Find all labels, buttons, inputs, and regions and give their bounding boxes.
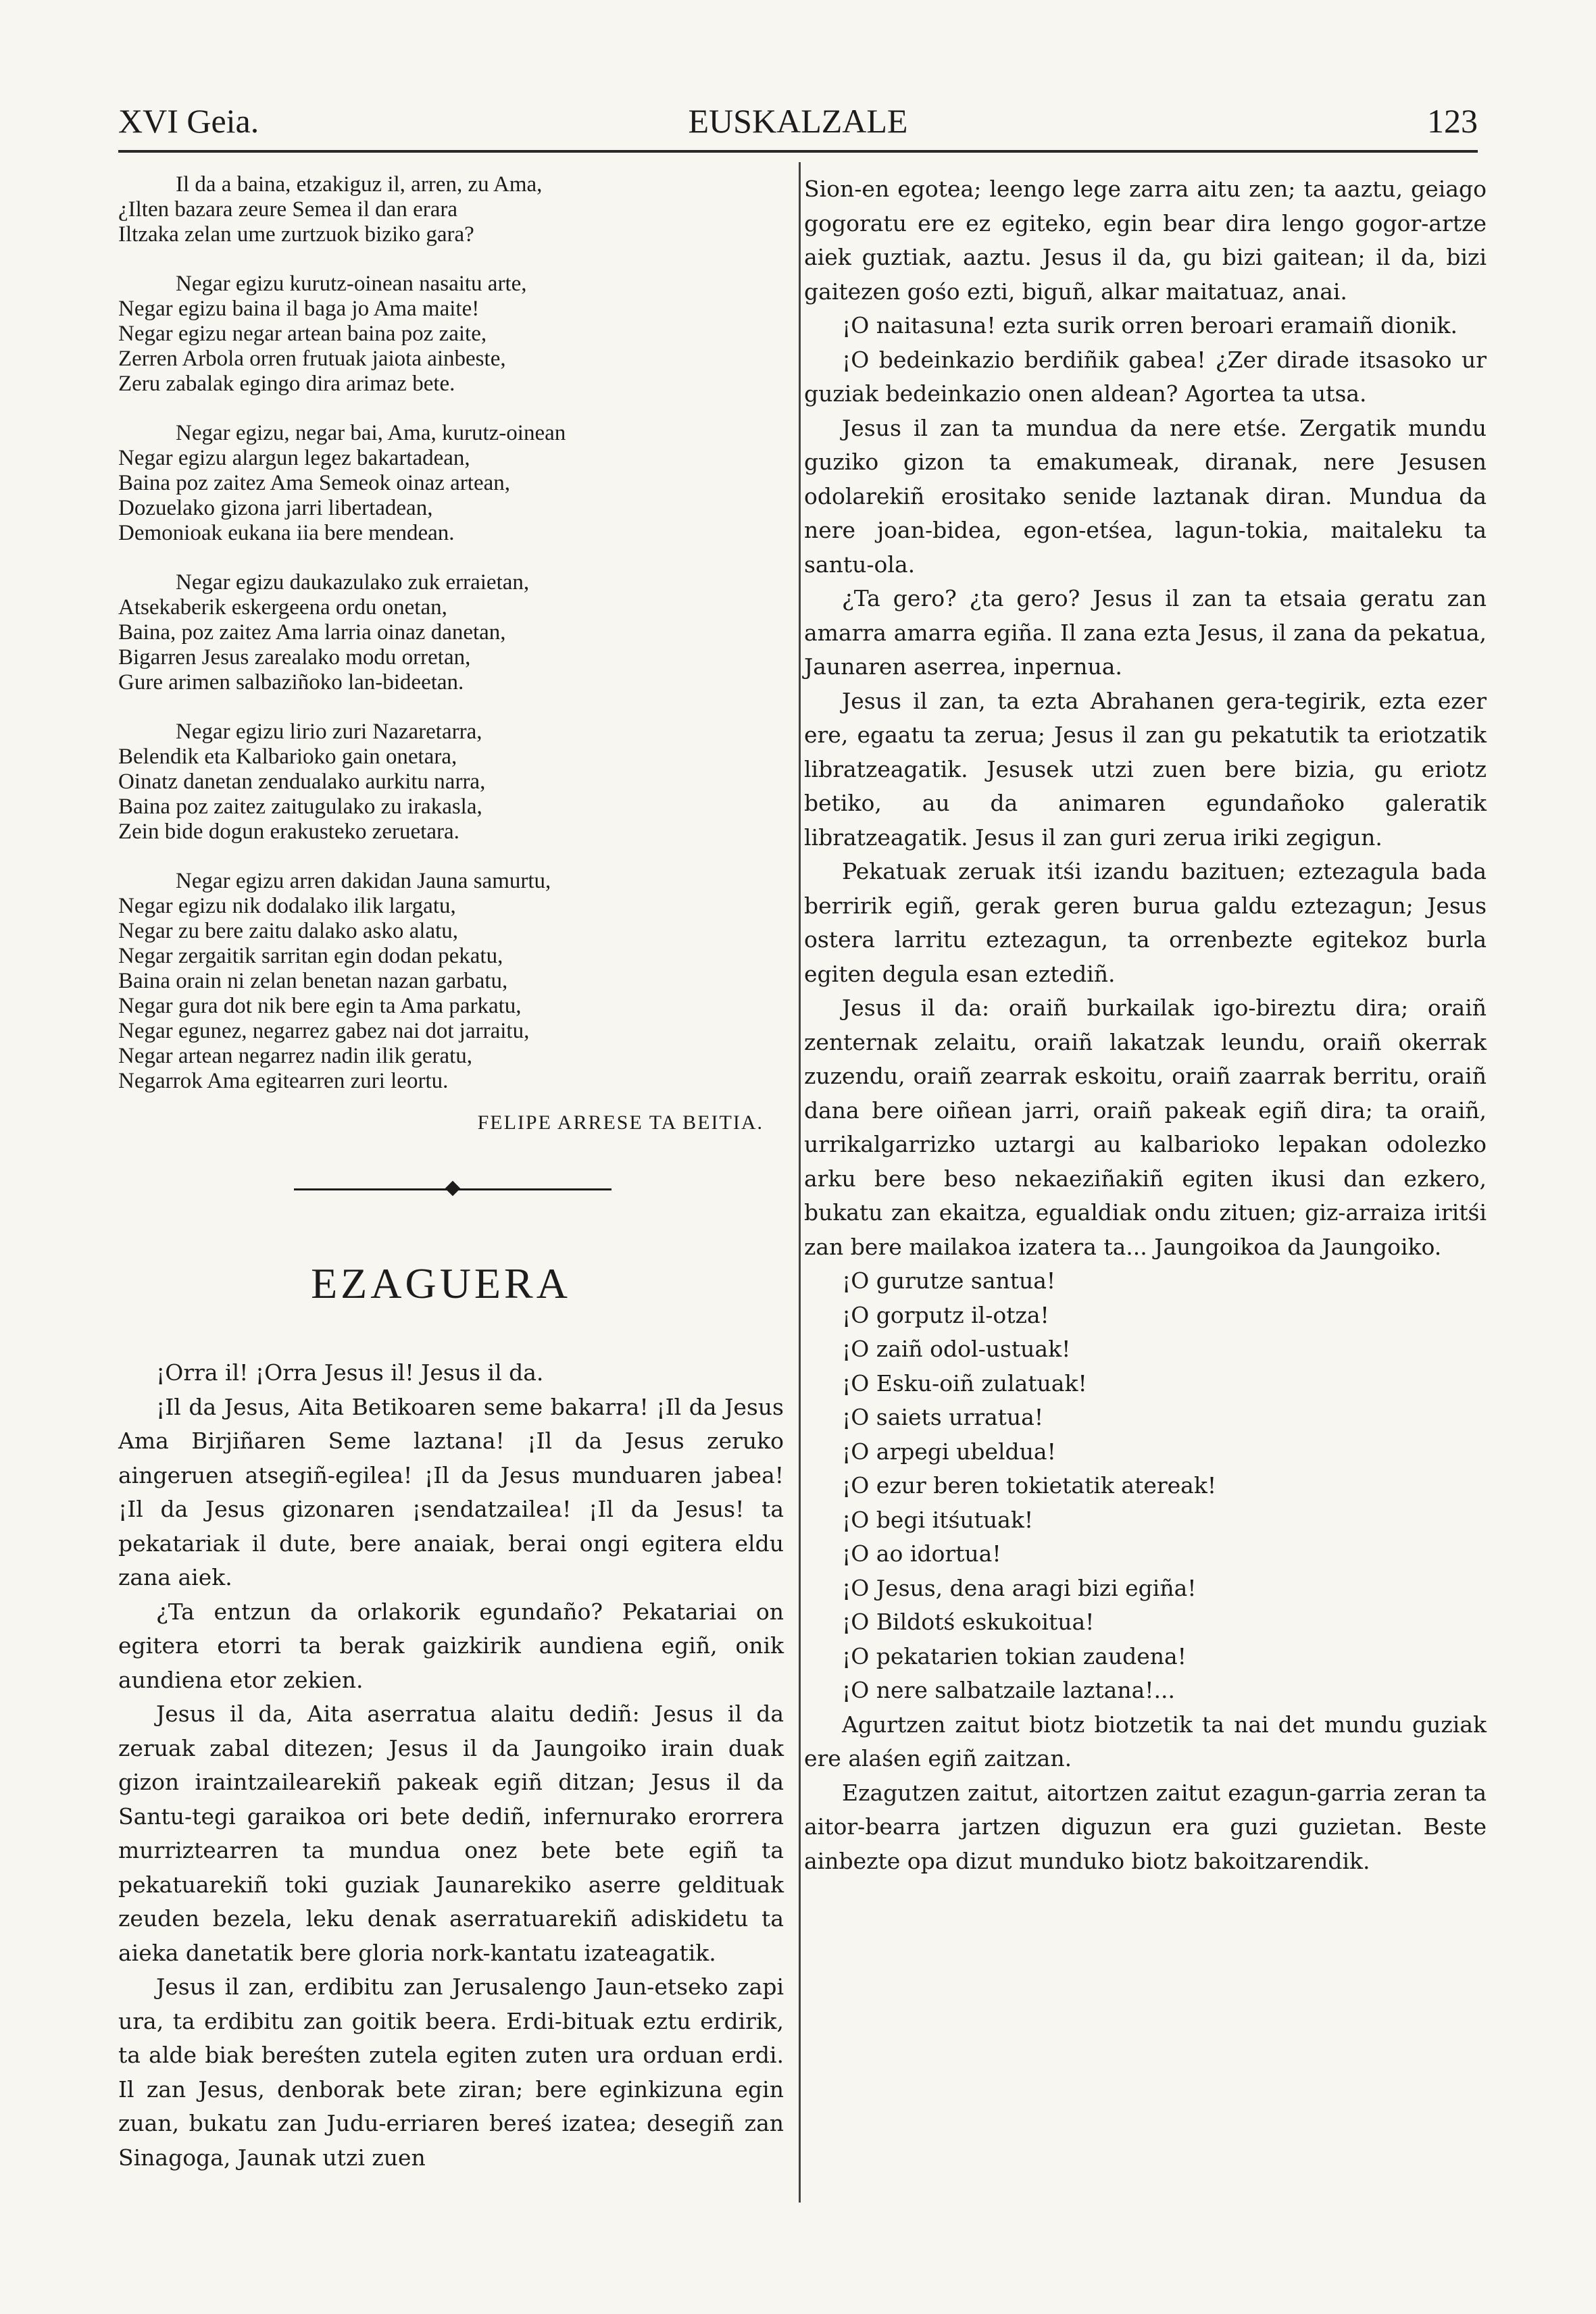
article-title: EZAGUERA (311, 1259, 571, 1307)
poem-line: Negar egizu nik dodalako ilik largatu, (118, 894, 456, 918)
poem-line: Baina, poz zaitez Ama larria oinaz danetan, (118, 620, 506, 645)
exclamation-line: ¡O Bildotś eskukoitua! (842, 1609, 1095, 1635)
header-rule (118, 150, 1478, 153)
exclamation-line: ¡O zaiñ odol-ustuak! (842, 1336, 1071, 1362)
poem-stanza (118, 869, 784, 1094)
poem-stanza (118, 570, 784, 695)
exclamation-line: ¡O ao idortua! (842, 1540, 1001, 1567)
paragraph: Ezagutzen zaitut, aitortzen zaitut ezagun-garria zeran ta aitor-bearra jartzen diguzun era guzi guzietan. Beste ainbezte opa dizut munduko biotz bakoitzarendik. (804, 1779, 1487, 1874)
poem-stanza (118, 421, 784, 546)
right-column (804, 172, 1487, 1878)
poem-line: Oinatz danetan zendualako aurkitu narra, (118, 770, 486, 794)
paragraph: Jesus il da, Aita aserratua alaitu dediñ: Jesus il da zeruak zabal ditezen; Jesus il da Jaungoiko irain duak gizon iraintzailearekiñ pakeak egiñ ditzan; Jesus il da Santu-tegi garaikoa ori bete dediñ, infernurako erorrera murriztearren ta mundua onez bete bete egiñ ta pekatuarekiñ toki guziak Jaunarekiko aserre geldituak zeuden bezela, leku denak aserratuarekiñ adiskidetu ta aieka danetatik bere gloria nork-kantatu izateagatik. (118, 1701, 784, 1966)
poem-line: Belendik eta Kalbarioko gain onetara, (118, 745, 457, 769)
paragraph: ¡Il da Jesus, Aita Betikoaren seme bakarra! ¡Il da Jesus Ama Birjiñaren Seme laztana! ¡Il da Jesus zeruko aingeruen atsegiñ-egilea! ¡Il da Jesus munduaren jabea! ¡Il da Jesus gizonaren ¡sendatzailea! ¡Il da Jesus! ta pekatariak il dute, bere anaiak, berai ongi egitera eldu zana aiek. (118, 1393, 784, 1590)
paragraph: Agurtzen zaitut biotz biotzetik ta nai det mundu guziak ere alaśen egiñ zaitzan. (804, 1711, 1487, 1771)
poem-line: Negar egizu lirio zuri Nazaretarra, (176, 720, 482, 744)
paragraph: Pekatuak zeruak itśi izandu bazituen; eztezagula bada berririk egiñ, gerak geren burua galdu eztezagun; Jesus ostera larritu eztezagun, ta orrenbezte egitekoz burla egiten degula esan eztediñ. (804, 858, 1487, 987)
poem-line: Gure arimen salbaziñoko lan-bideetan. (118, 670, 464, 695)
section-separator (118, 1169, 784, 1210)
poem-line: Negar egizu daukazulako zuk erraietan, (176, 570, 530, 595)
poem-line: Negar zergaitik sarritan egin dodan pekatu, (118, 944, 503, 968)
poem (118, 172, 784, 1094)
running-header (118, 101, 1478, 149)
exclamation-line: ¡O pekatarien tokian zaudena! (842, 1642, 1187, 1669)
article-closing (804, 1708, 1487, 1879)
exclamation-line: ¡O saiets urratua! (842, 1404, 1044, 1430)
poem-line: Zerren Arbola orren frutuak jaiota ainbeste, (118, 347, 506, 371)
poem-line: Negar zu bere zaitu dalako asko alatu, (118, 919, 459, 943)
poem-line: Negar egizu alargun legez bakartadean, (118, 446, 470, 470)
poem-line: Il da a baina, etzakiguz il, arren, zu Ama, (176, 172, 543, 197)
poem-signature: FELIPE ARRESE TA BEITIA. (477, 1111, 764, 1134)
poem-line: Baina poz zaitez zaitugulako zu irakasla, (118, 795, 482, 819)
article-body-left (118, 1356, 784, 2175)
poem-line: Baina orain ni zelan benetan nazan garbatu, (118, 969, 508, 993)
poem-line: Zein bide dogun erakusteko zeruetara. (118, 820, 459, 844)
poem-line: Negar egizu negar artean baina poz zaite, (118, 322, 487, 346)
paragraph: Jesus il da: oraiñ burkailak igo-bireztu dira; oraiñ zenternak zelaitu, oraiñ lakatzak leundu, oraiñ okerrak zuzendu, oraiñ zearrak eskoitu, oraiñ zaarrak berritu, oraiñ dana bere oiñean jarri, oraiñ pakeak egiñ dira; ta oraiñ, urrikalgarrizko uztargi au kalbarioko lepakan odolezko arku bere beso nekaeziñakiñ egiten ikusi dan ezkero, bukatu zan ekaitza, egualdiak ondu zituen; giz-arraiza iritśi zan bere mailakoa izatera ta... Jaungoikoa da Jaungoiko. (804, 995, 1487, 1260)
journal-title: EUSKALZALE (688, 102, 908, 140)
exclamation-line: ¡O gurutze santua! (842, 1267, 1056, 1294)
poem-line: Negar egunez, negarrez gabez nai dot jarraitu, (118, 1019, 530, 1043)
exclamation-line: ¡O Esku-oiñ zulatuak! (842, 1369, 1087, 1397)
exclamation-list (804, 1264, 1487, 1708)
left-column (118, 172, 784, 2175)
poem-line: Negar egizu, negar bai, Ama, kurutz-oinean (176, 421, 566, 445)
article-body-right (804, 172, 1487, 1264)
poem-line: Negarrok Ama egitearren zuri leortu. (118, 1069, 449, 1093)
poem-line: Dozuelako gizona jarri libertadean, (118, 496, 433, 520)
exclamation-line: ¡O arpegi ubeldua! (842, 1438, 1056, 1465)
column-divider (799, 162, 801, 2203)
page-number: 123 (1427, 102, 1478, 140)
poem-line: Bigarren Jesus zarealako modu orretan, (118, 645, 471, 670)
exclamation-line: ¡O gorputz il-otza! (842, 1301, 1049, 1328)
poem-line: Negar artean negarrez nadin ilik geratu, (118, 1044, 473, 1068)
exclamation-line: ¡O ezur beren tokietatik atereak! (842, 1472, 1217, 1499)
paragraph: ¿Ta gero? ¿ta gero? Jesus il zan ta etsaia geratu zan amarra amarra egiña. Il zana ezta Jesus, il zana da pekatua, Jaunaren aserrea, inpernua. (804, 585, 1487, 680)
poem-line: Demonioak eukana iia bere mendean. (118, 521, 455, 545)
exclamation-line: ¡O begi itśutuak! (842, 1506, 1034, 1533)
poem-line: Baina poz zaitez Ama Semeok oinaz artean, (118, 471, 510, 495)
poem-line: ¿Ilten bazara zeure Semea il dan erara (118, 197, 457, 222)
paragraph: ¡O bedeinkazio berdiñik gabea! ¿Zer dirade itsasoko ur guziak bedeinkazio onen aldean? Agortea ta utsa. (804, 346, 1487, 407)
poem-line: Iltzaka zelan ume zurtzuok biziko gara? (118, 222, 474, 247)
separator-ornament (445, 1181, 461, 1197)
poem-line: Negar egizu arren dakidan Jauna samurtu, (176, 869, 551, 893)
paragraph: ¿Ta entzun da orlakorik egundaño? Pekatariai on egitera etorri ta berak gaizkirik aundiena egiñ, onik aundiena etor zekien. (118, 1598, 784, 1693)
poem-line: Atsekaberik eskergeena ordu onetan, (118, 595, 447, 620)
volume-label: XVI Geia. (118, 102, 259, 140)
paragraph: Jesus il zan, erdibitu zan Jerusalengo Jaun-etseko zapi ura, ta erdibitu zan goitik beera. Erdi-bituak eztu erdirik, ta alde biak bereśten zutela egiten zuten ura orduan erdi. Il zan Jesus, denborak bete ziran; bere eginkizuna egin zuan, bukatu zan Judu-erriaren bereś izatea; desegiñ zan Sinagoga, Jaunak utzi zuen (118, 1973, 784, 2171)
poem-line: Negar gura dot nik bere egin ta Ama parkatu, (118, 994, 522, 1018)
poem-line: Negar egizu kurutz-oinean nasaitu arte, (176, 272, 527, 296)
exclamation-line: ¡O nere salbatzaile laztana!... (842, 1677, 1176, 1703)
poem-line: Zeru zabalak egingo dira arimaz bete. (118, 372, 455, 396)
paragraph: Jesus il zan, ta ezta Abrahanen gera-tegirik, ezta ezer ere, egaatu ta zerua; Jesus il zan gu pekatutik ta eriotzatik libratzeagatik. Jesusek utzi zuen bere bizia, gu eriotz betiko, au da animaren egundañoko galeratik libratzeagatik. Jesus il zan guri zerua iriki zegigun. (804, 687, 1487, 851)
exclamation-line: ¡O Jesus, dena aragi bizi egiña! (842, 1574, 1197, 1601)
paragraph: ¡O naitasuna! ezta surik orren beroari eramaiñ dionik. (842, 312, 1457, 338)
paragraph: Jesus il zan ta mundua da nere etśe. Zergatik mundu guziko gizon ta emakumeak, diranak, nere Jesusen odolarekiñ erositako senide laztanak diran. Mundua da nere joan-bidea, egon-etśea, lagun-tokia, maitaleku ta santu-ola. (804, 414, 1487, 578)
paragraph: ¡Orra il! ¡Orra Jesus il! Jesus il da. (156, 1359, 544, 1386)
paragraph: Sion-en egotea; leengo lege zarra aitu zen; ta aaztu, geiago gogoratu ere ez egiteko, egin bear dira lengo gogor-artze aiek guztiak, aaztu. Jesus il da, gu bizi gaitean; il da, bizi gaitezen gośo ezti, biguñ, alkar maitatuaz, anai. (804, 176, 1487, 305)
poem-line: Negar egizu baina il baga jo Ama maite! (118, 297, 480, 321)
poem-stanza (118, 720, 784, 845)
poem-stanza (118, 172, 784, 247)
poem-stanza (118, 272, 784, 397)
